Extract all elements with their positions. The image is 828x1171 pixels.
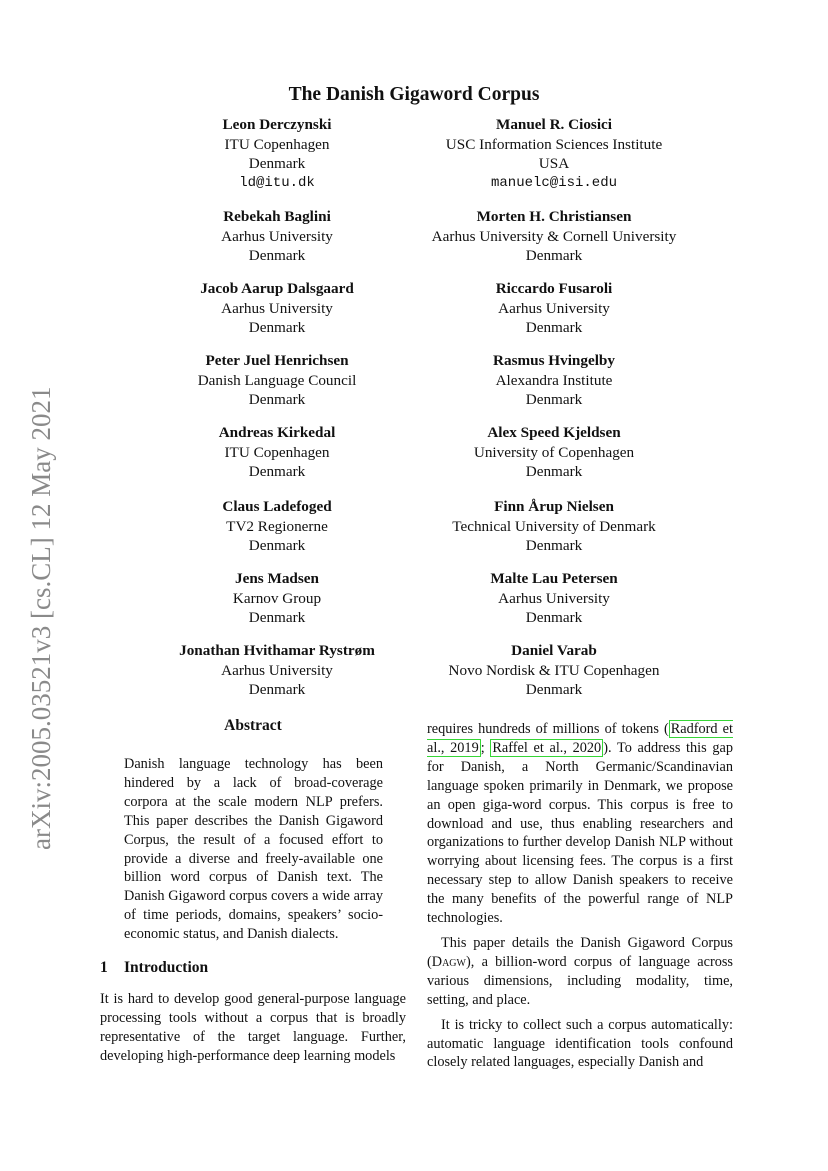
author-country: Denmark — [248, 319, 306, 336]
author-block — [394, 351, 714, 410]
author-block — [117, 351, 437, 410]
author-affiliation: Aarhus University — [498, 589, 610, 607]
author-block — [117, 279, 437, 338]
author-country: Denmark — [525, 319, 583, 336]
author-email[interactable]: ld@itu.dk — [239, 174, 315, 191]
author-country: Denmark — [525, 681, 583, 698]
author-block — [394, 207, 714, 266]
intro-paragraph-1: requires hundreds of millions of tokens ( Radford et al., 2019 ; Raffel et al., 2020 ). To address this gap for Danish, a North Germanic/Scandinavian language spoken primarily in Denmark, we propose an open giga-word corpus. This corpus is free to download and use, thus enabling researchers and organizations to further develop Danish NLP without worrying about licensing fees. The corpus is a first necessary step to allow Danish speakers to receive the many benefits of the powerful range of NLP technologies. — [427, 721, 734, 927]
author-affiliation: University of Copenhagen — [473, 443, 635, 461]
paper-title: The Danish Gigaword Corpus — [288, 84, 540, 105]
author-block — [117, 641, 437, 700]
author-block — [117, 207, 437, 266]
abstract-text: Danish language technology has been hindered by a lack of broad-coverage corpora at the scale modern NLP prefers. This paper describes the Danish Gigaword Corpus, the result of a focused effort to provide a diverse and freely-available one billion word corpus of Danish text. The Danish Gigaword corpus covers a wide array of time periods, domains, speakers’ socio-economic status, and Danish dialects. — [124, 756, 383, 943]
author-name: Andreas Kirkedal — [218, 424, 336, 441]
author-name: Alex Speed Kjeldsen — [487, 424, 621, 441]
author-affiliation: Novo Nordisk & ITU Copenhagen — [448, 661, 660, 679]
author-country: Denmark — [248, 609, 306, 626]
author-affiliation: Technical University of Denmark — [452, 517, 656, 535]
author-name: Malte Lau Petersen — [490, 570, 618, 587]
author-country: Denmark — [525, 391, 583, 408]
author-block — [117, 569, 437, 628]
citation-link-radford[interactable]: Radford et al., 2019 — [427, 721, 733, 756]
author-name: Jacob Aarup Dalsgaard — [200, 280, 354, 297]
dagw-abbreviation: Dagw — [431, 953, 466, 970]
author-affiliation: Danish Language Council — [197, 371, 357, 389]
section-title: Introduction — [124, 959, 209, 976]
author-block — [394, 569, 714, 628]
author-country: Denmark — [525, 609, 583, 626]
intro-paragraph-3: It is tricky to collect such a corpus automatically: automatic language identification tools confound closely related languages, especially Danish and — [427, 1016, 733, 1071]
author-name: Jens Madsen — [235, 570, 319, 587]
author-country: Denmark — [248, 391, 306, 408]
intro-paragraph-2: This paper details the Danish Gigaword Corpus (Dagw), a billion-word corpus of language across various dimensions, including modality, time, setting, and place. — [427, 934, 733, 1008]
author-name: Jonathan Hvithamar Rystrøm — [179, 642, 375, 659]
author-country: Denmark — [525, 247, 583, 264]
author-block — [117, 115, 437, 193]
author-block — [394, 641, 714, 700]
author-name: Manuel R. Ciosici — [495, 116, 612, 133]
author-affiliation: ITU Copenhagen — [224, 443, 330, 461]
author-name: Daniel Varab — [511, 642, 597, 659]
author-block — [394, 423, 714, 482]
author-affiliation: Aarhus University — [221, 227, 333, 245]
author-name: Leon Derczynski — [222, 116, 332, 133]
author-country: Denmark — [248, 537, 306, 554]
author-block — [117, 497, 437, 556]
arxiv-identifier-text: arXiv:2005.03521v3 [cs.CL] 12 May 2021 — [26, 386, 56, 850]
author-affiliation: Aarhus University — [498, 299, 610, 317]
author-country: USA — [538, 155, 570, 172]
author-country: Denmark — [248, 155, 306, 172]
author-name: Finn Årup Nielsen — [494, 498, 614, 515]
author-affiliation: TV2 Regionerne — [226, 517, 328, 535]
author-name: Rebekah Baglini — [223, 208, 331, 225]
author-email[interactable]: manuelc@isi.edu — [490, 174, 618, 191]
author-affiliation: Aarhus University & Cornell University — [431, 227, 677, 245]
author-affiliation: USC Information Sciences Institute — [445, 135, 663, 153]
section-number: 1 — [100, 959, 108, 976]
author-affiliation: Karnov Group — [232, 589, 322, 607]
author-block — [117, 423, 437, 482]
author-name: Claus Ladefoged — [222, 498, 332, 515]
author-country: Denmark — [248, 463, 306, 480]
author-country: Denmark — [525, 537, 583, 554]
author-country: Denmark — [248, 247, 306, 264]
author-block — [394, 115, 714, 193]
author-name: Peter Juel Henrichsen — [205, 352, 349, 369]
author-name: Riccardo Fusaroli — [495, 280, 613, 297]
author-affiliation: Aarhus University — [221, 661, 333, 679]
author-country: Denmark — [248, 681, 306, 698]
intro-column-right — [427, 720, 733, 1078]
author-name: Rasmus Hvingelby — [493, 352, 615, 369]
author-block — [394, 279, 714, 338]
abstract-heading: Abstract — [224, 717, 282, 734]
arxiv-identifier — [20, 195, 60, 855]
author-block — [394, 497, 714, 556]
author-affiliation: Alexandra Institute — [495, 371, 613, 389]
author-name: Morten H. Christiansen — [476, 208, 632, 225]
citation-link-raffel[interactable]: Raffel et al., 2020 — [492, 739, 602, 756]
section-heading-introduction — [100, 959, 208, 977]
intro-paragraph-left: It is hard to develop good general-purpose language processing tools without a corpus that is broadly representative of the target language. Further, developing high-performance deep learning models — [100, 991, 406, 1064]
author-affiliation: ITU Copenhagen — [224, 135, 330, 153]
author-affiliation: Aarhus University — [221, 299, 333, 317]
author-country: Denmark — [525, 463, 583, 480]
